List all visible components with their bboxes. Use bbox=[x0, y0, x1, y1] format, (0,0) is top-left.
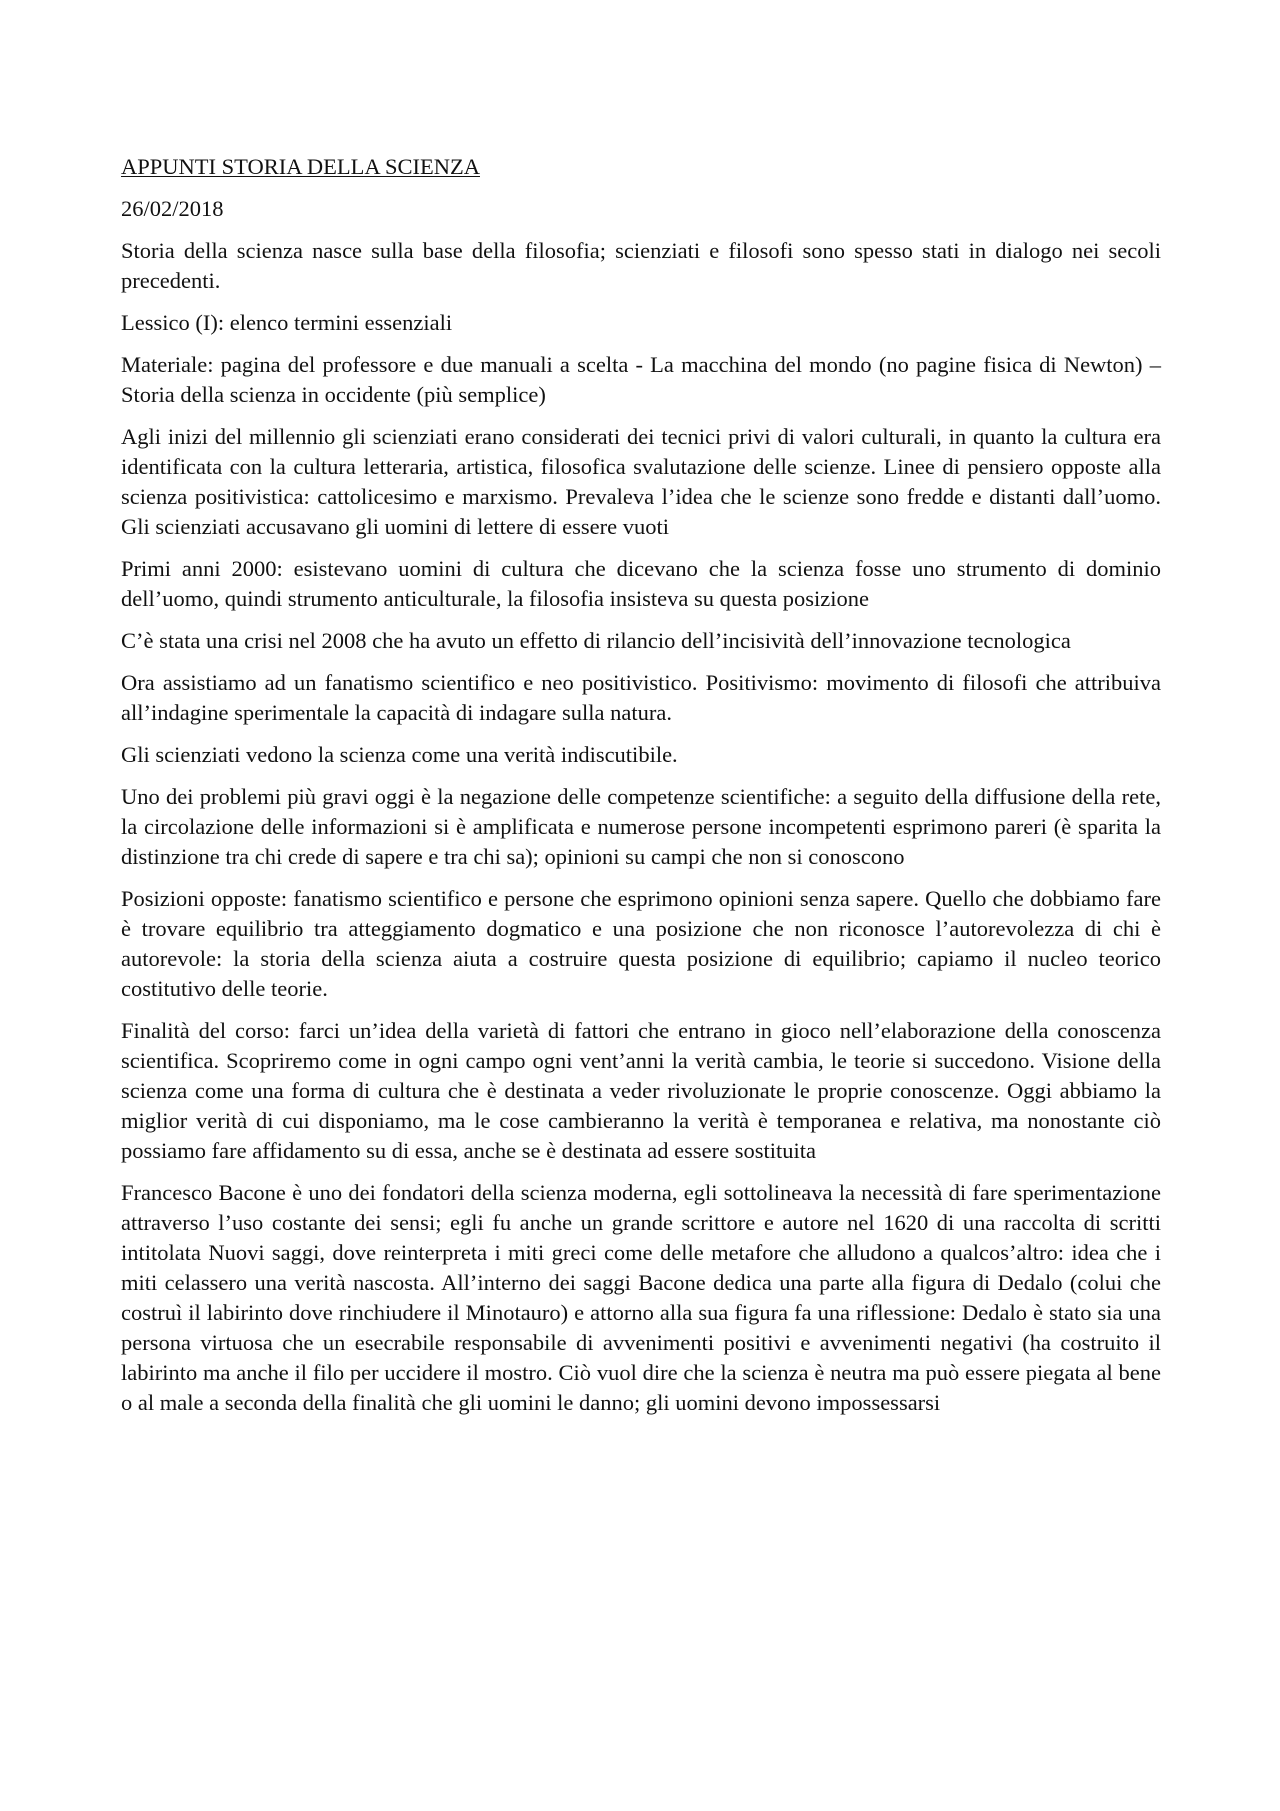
paragraph-intro: Storia della scienza nasce sulla base della filosofia; scienziati e filosofi sono spesso stati in dialogo nei secoli precedenti. bbox=[121, 238, 1161, 293]
paragraph-crisi-2008: C’è stata una crisi nel 2008 che ha avuto un effetto di rilancio dell’incisività dell’innovazione tecnologica bbox=[121, 628, 1071, 653]
document-date: 26/02/2018 bbox=[121, 196, 224, 221]
document-page bbox=[121, 152, 1161, 1430]
paragraph-problemi: Uno dei problemi più gravi oggi è la negazione delle competenze scientifiche: a seguito della diffusione della rete, la circolazione delle informazioni si è amplificata e numerose persone incompetenti esprimono pareri (è sparita la distinzione tra chi crede di sapere e tra chi sa); opinioni su campi che non si conoscono bbox=[121, 784, 1161, 869]
paragraph-bacone: Francesco Bacone è uno dei fondatori della scienza moderna, egli sottolineava la necessità di fare sperimentazione attraverso l’uso costante dei sensi; egli fu anche un grande scrittore e autore nel 1620 di una raccolta di scritti intitolata Nuovi saggi, dove reinterpreta i miti greci come delle metafore che alludono a qualcos’altro: idea che i miti celassero una verità nascosta. All’interno dei saggi Bacone dedica una parte alla figura di Dedalo (colui che costruì il labirinto dove rinchiudere il Minotauro) e attorno alla sua figura fa una riflessione: Dedalo è stato sia una persona virtuosa che un esecrabile responsabile di avvenimenti positivi e avvenimenti negativi (ha costruito il labirinto ma anche il filo per uccidere il mostro. Ciò vuol dire che la scienza è neutra ma può essere piegata al bene o al male a seconda della finalità che gli uomini le danno; gli uomini devono impossessarsi bbox=[121, 1180, 1161, 1415]
paragraph-inizi-millennio: Agli inizi del millennio gli scienziati erano considerati dei tecnici privi di valori culturali, in quanto la cultura era identificata con la cultura letteraria, artistica, filosofica svalutazione delle scienze. Linee di pensiero opposte alla scienza positivistica: cattolicesimo e marxismo. Prevaleva l’idea che le scienze sono fredde e distanti dall’uomo. Gli scienziati accusavano gli uomini di lettere di essere vuoti bbox=[121, 424, 1161, 539]
paragraph-finalita: Finalità del corso: farci un’idea della varietà di fattori che entrano in gioco nell’elaborazione della conoscenza scientifica. Scopriremo come in ogni campo ogni vent’anni la verità cambia, le teorie si succedono. Visione della scienza come una forma di cultura che è destinata a veder rivoluzionate le proprie conoscenze. Oggi abbiamo la miglior verità di cui disponiamo, ma le cose cambieranno la verità è temporanea e relativa, ma nonostante ciò possiamo fare affidamento su di essa, anche se è destinata ad essere sostituita bbox=[121, 1018, 1161, 1163]
document-title: APPUNTI STORIA DELLA SCIENZA bbox=[121, 154, 480, 179]
paragraph-verita: Gli scienziati vedono la scienza come una verità indiscutibile. bbox=[121, 742, 678, 767]
paragraph-fanatismo: Ora assistiamo ad un fanatismo scientifico e neo positivistico. Positivismo: movimento di filosofi che attribuiva all’indagine sperimentale la capacità di indagare sulla natura. bbox=[121, 670, 1161, 725]
paragraph-materiale: Materiale: pagina del professore e due manuali a scelta - La macchina del mondo (no pagine fisica di Newton) – Storia della scienza in occidente (più semplice) bbox=[121, 352, 1161, 407]
paragraph-lessico: Lessico (I): elenco termini essenziali bbox=[121, 310, 453, 335]
paragraph-primi-anni-2000: Primi anni 2000: esistevano uomini di cultura che dicevano che la scienza fosse uno strumento di dominio dell’uomo, quindi strumento anticulturale, la filosofia insisteva su questa posizione bbox=[121, 556, 1161, 611]
paragraph-posizioni: Posizioni opposte: fanatismo scientifico e persone che esprimono opinioni senza sapere. Quello che dobbiamo fare è trovare equilibrio tra atteggiamento dogmatico e una posizione che non riconosce l’autorevolezza di chi è autorevole: la storia della scienza aiuta a costruire questa posizione di equilibrio; capiamo il nucleo teorico costitutivo delle teorie. bbox=[121, 886, 1161, 1001]
